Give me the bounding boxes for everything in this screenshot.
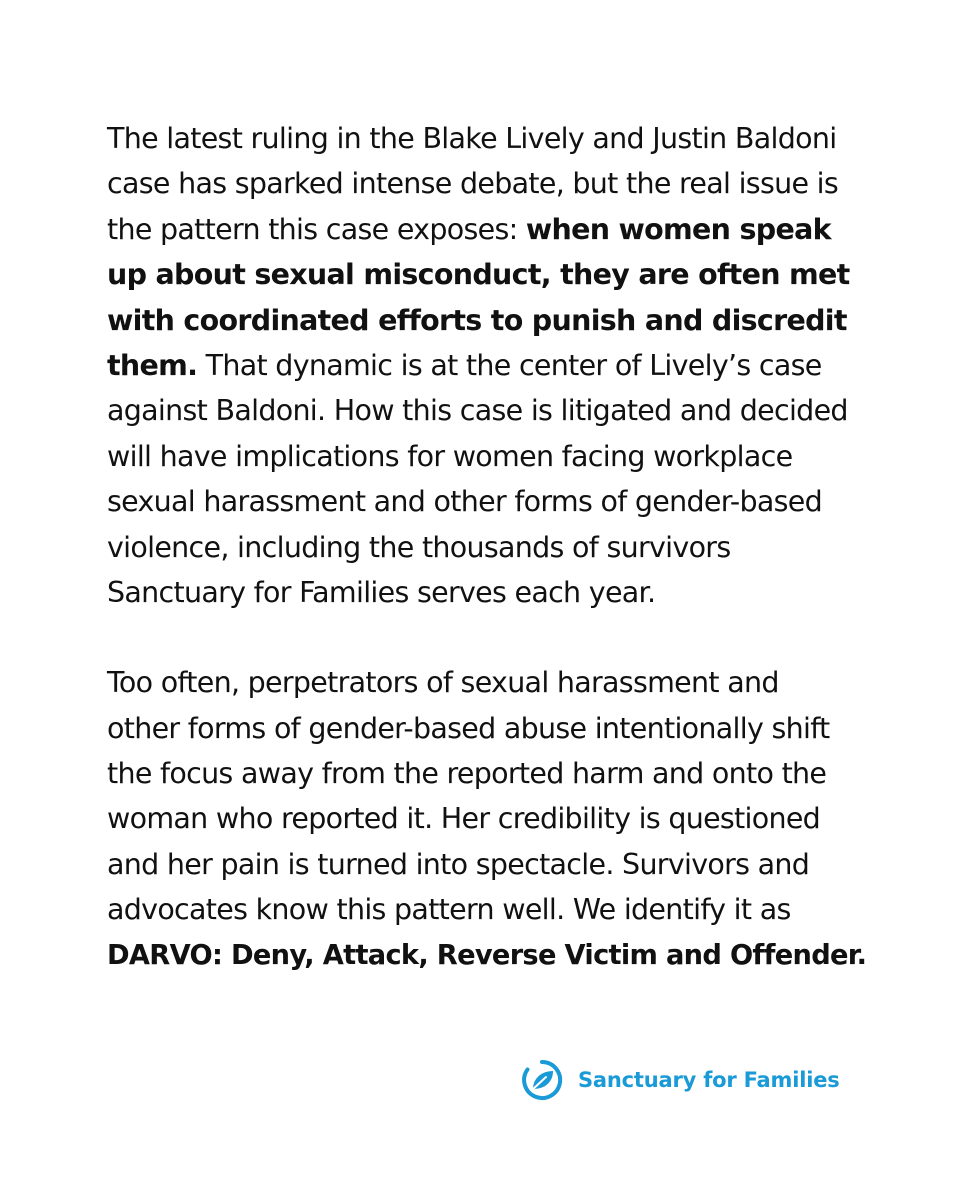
text-run: advocates know this pattern well. We identify it as	[107, 893, 791, 927]
text-line	[107, 525, 867, 570]
bold-text-run: DARVO: Deny, Attack, Reverse Victim and Offender.	[107, 939, 867, 971]
text-run: Too often, perpetrators of sexual harassment and	[107, 666, 779, 700]
leaf-circle-icon	[520, 1058, 564, 1102]
text-run: other forms of gender-based abuse intentionally shift	[107, 711, 830, 745]
text-run: against Baldoni. How this case is litigated and decided	[107, 394, 848, 428]
bold-text-run: with coordinated efforts to punish and discredit	[107, 303, 847, 337]
text-run: The latest ruling in the Blake Lively and Justin Baldoni	[107, 122, 837, 155]
text-line	[107, 116, 867, 161]
text-line	[107, 161, 867, 206]
bold-text-run: when women speak	[525, 212, 831, 246]
text-run: will have implications for women facing workplace	[107, 439, 793, 473]
text-run: woman who reported it. Her credibility is questioned	[107, 802, 821, 836]
bold-text-run: them.	[107, 348, 198, 382]
bold-text-run: up about sexual misconduct, they are often met	[107, 258, 850, 292]
text-line	[107, 796, 867, 841]
text-line	[107, 933, 867, 978]
text-run: and her pain is turned into spectacle. Survivors and	[107, 847, 810, 881]
text-line	[107, 479, 867, 524]
text-line	[107, 660, 867, 705]
paragraph	[107, 660, 867, 978]
statement-text	[107, 116, 867, 978]
text-run: case has sparked intense debate, but the real issue is	[107, 167, 839, 201]
text-run: violence, including the thousands of survivors	[107, 530, 731, 564]
text-line	[107, 706, 867, 751]
text-line	[107, 887, 867, 932]
text-line	[107, 343, 867, 388]
brand-name: Sanctuary for Families	[578, 1068, 840, 1092]
text-line	[107, 388, 867, 433]
paragraph	[107, 116, 867, 615]
text-run: the pattern this case exposes:	[107, 212, 526, 246]
text-line	[107, 252, 867, 297]
text-line	[107, 298, 867, 343]
text-run: the focus away from the reported harm and onto the	[107, 757, 827, 791]
text-line	[107, 207, 867, 252]
text-line	[107, 842, 867, 887]
text-run: sexual harassment and other forms of gender-based	[107, 485, 823, 519]
brand-logo	[520, 1059, 840, 1101]
text-run: That dynamic is at the center of Lively’s case	[197, 348, 822, 382]
text-line	[107, 751, 867, 796]
text-line	[107, 570, 867, 615]
text-line	[107, 434, 867, 479]
text-run: Sanctuary for Families serves each year.	[107, 575, 656, 609]
